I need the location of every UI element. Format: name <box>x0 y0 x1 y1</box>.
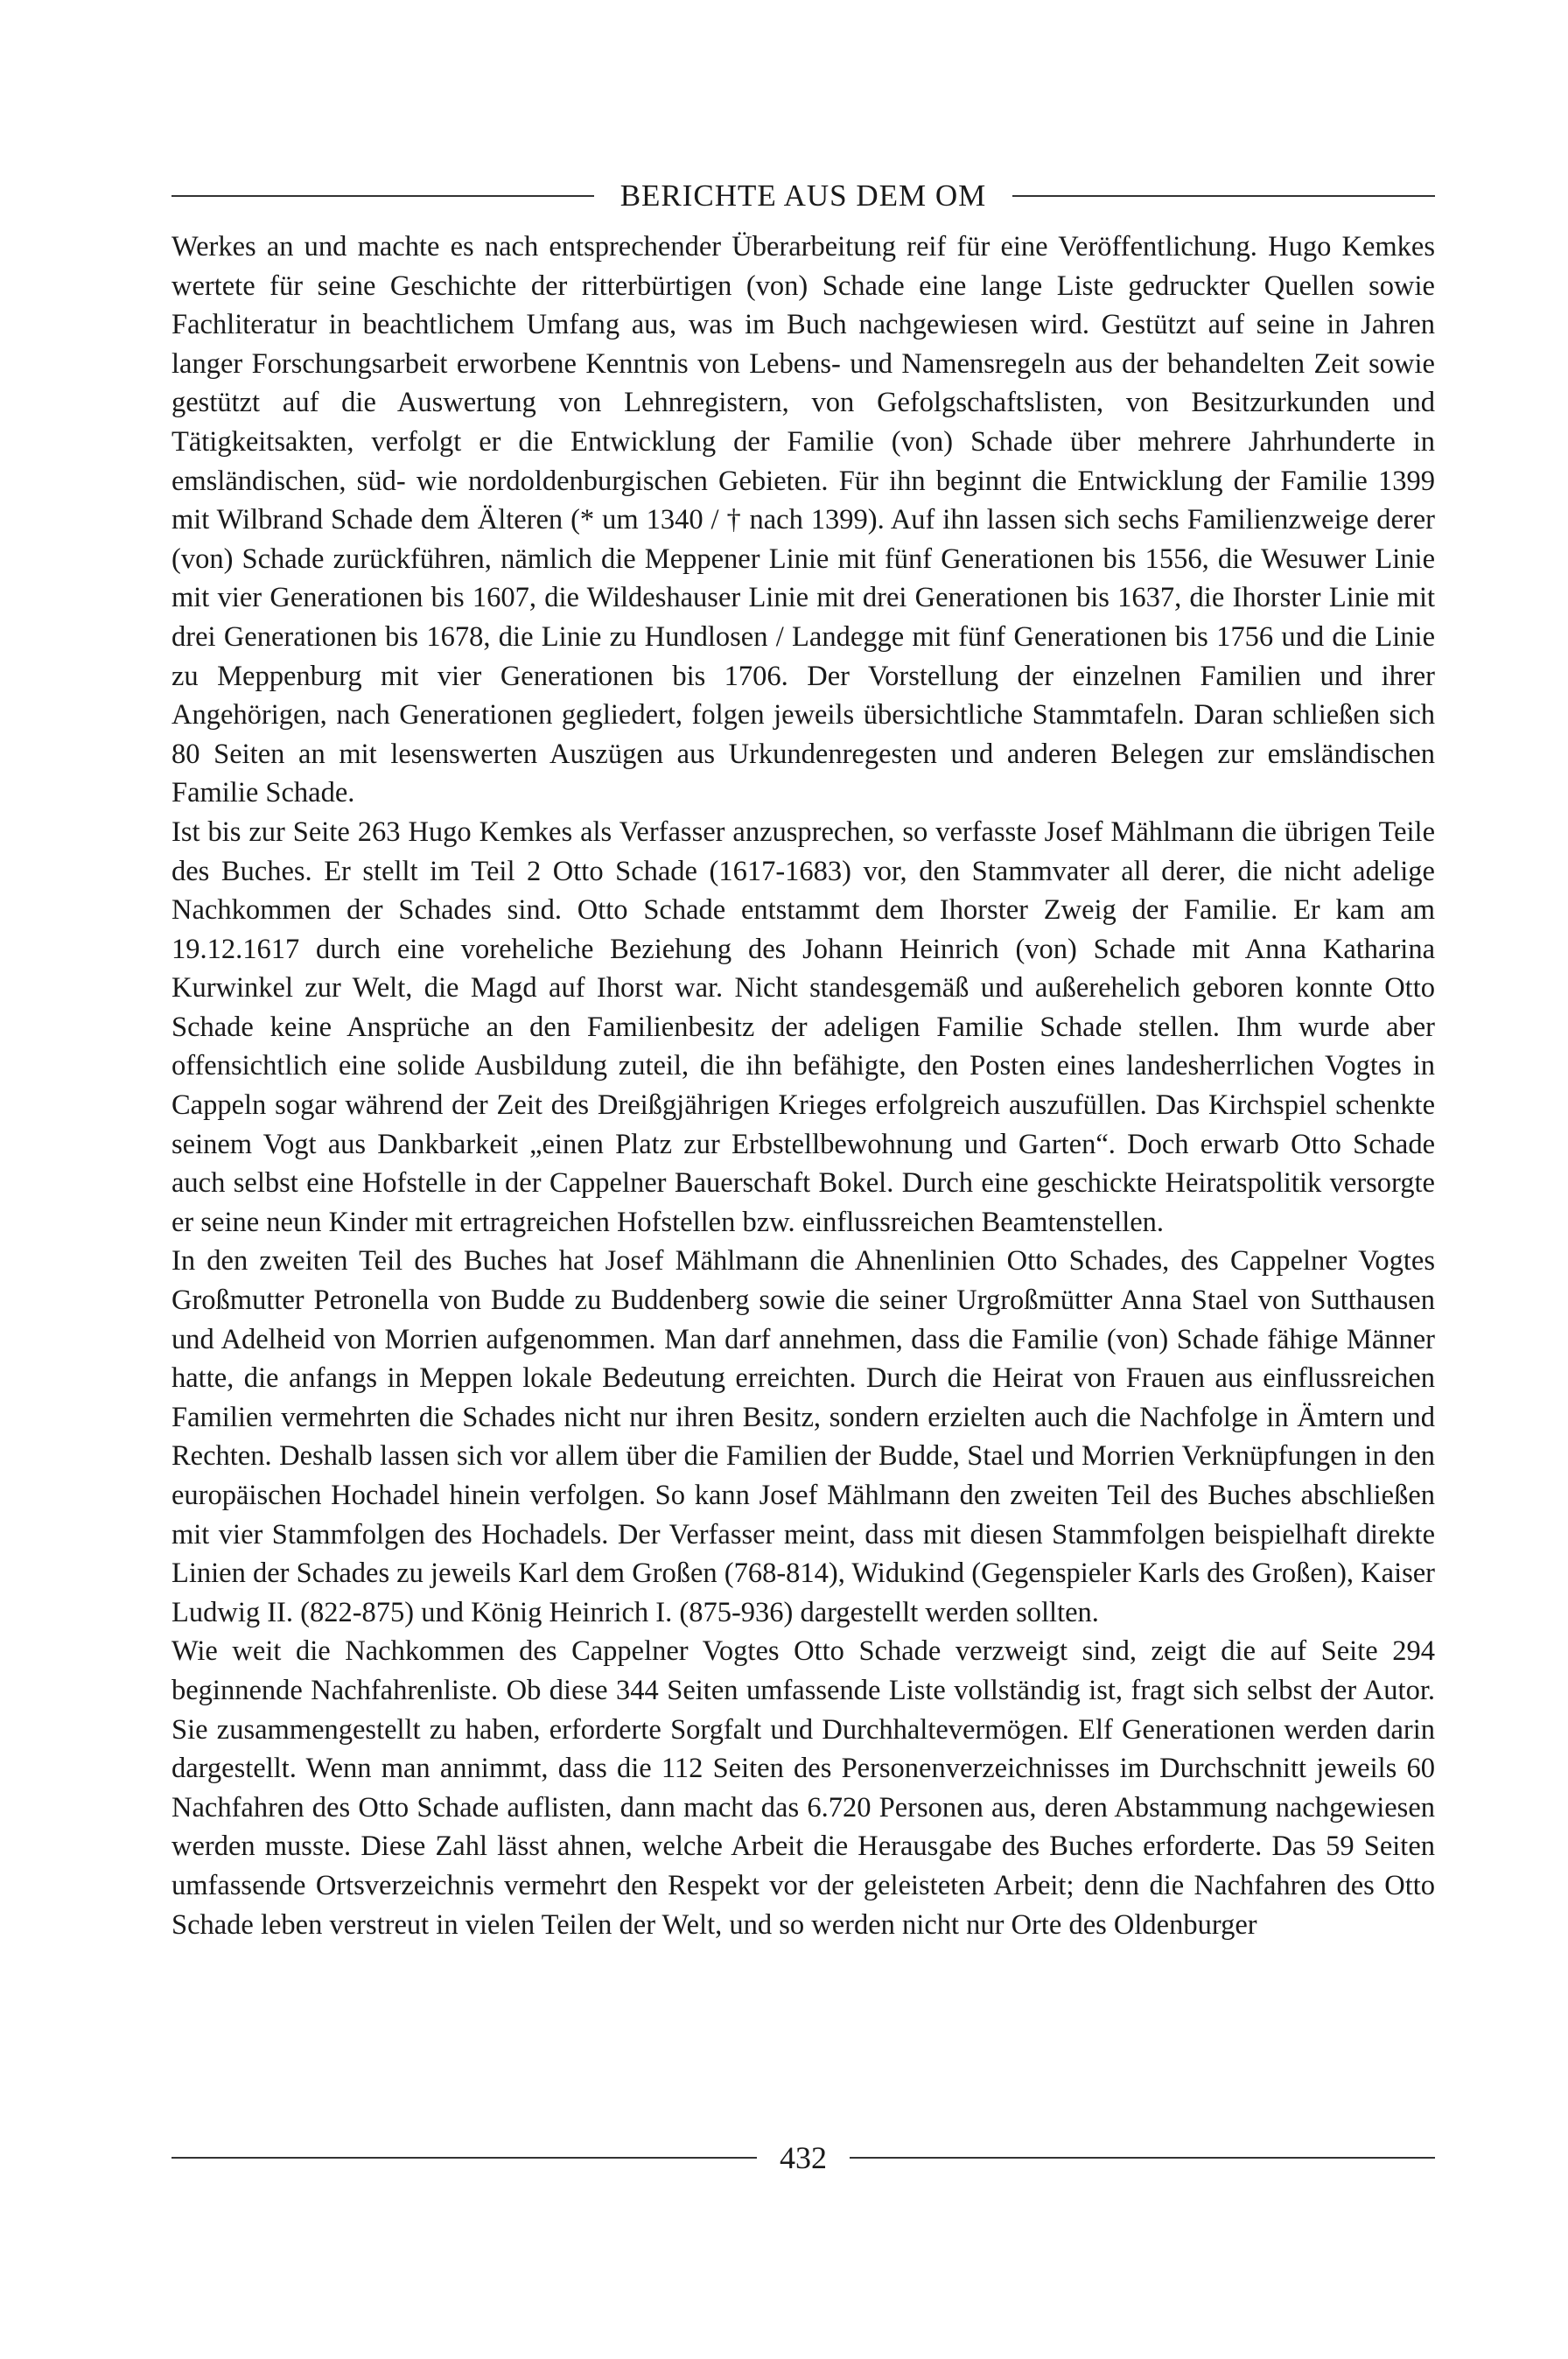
footer-rule-right <box>850 2157 1435 2159</box>
body-text <box>172 228 1435 1944</box>
header-rule-left <box>172 195 594 197</box>
header-rule-right <box>1012 195 1435 197</box>
paragraph: In den zweiten Teil des Buches hat Josef Mählmann die Ahnenlinien Otto Schades, des Cappelner Vogtes Großmutter Petronella von Budde zu Buddenberg sowie die seiner Urgroßmütter Anna Stael von Sutthausen und Adelheid von Morrien aufgenommen. Man darf annehmen, dass die Familie (von) Schade fähige Männer hatte, die anfangs in Meppen lokale Bedeutung erreichten. Durch die Heirat von Frauen aus einflussreichen Familien vermehrten die Schades nicht nur ihren Besitz, sondern erzielten auch die Nachfolge in Ämtern und Rechten. Deshalb lassen sich vor allem über die Familien der Budde, Stael und Morrien Verknüpfungen in den europäischen Hochadel hinein verfolgen. So kann Josef Mählmann den zweiten Teil des Buches abschließen mit vier Stammfolgen des Hochadels. Der Verfasser meint, dass mit diesen Stammfolgen beispielhaft direkte Linien der Schades zu jeweils Karl dem Großen (768-814), Widukind (Gegenspieler Karls des Großen), Kaiser Ludwig II. (822-875) und König Heinrich I. (875-936) dargestellt werden sollten. <box>172 1245 1435 1628</box>
running-header <box>172 172 1435 220</box>
page-number: 432 <box>780 2140 827 2175</box>
footer-rule-left <box>172 2157 757 2159</box>
paragraph: Ist bis zur Seite 263 Hugo Kemkes als Verfasser anzusprechen, so verfasste Josef Mählmann die übrigen Teile des Buches. Er stellt im Teil 2 Otto Schade (1617-1683) vor, den Stammvater all derer, die nicht adelige Nachkommen der Schades sind. Otto Schade entstammt dem Ihorster Zweig der Familie. Er kam am 19.12.1617 durch eine voreheliche Beziehung des Johann Heinrich (von) Schade mit Anna Katharina Kurwinkel zur Welt, die Magd auf Ihorst war. Nicht standesgemäß und außerehelich geboren konnte Otto Schade keine Ansprüche an den Familienbesitz der adeligen Familie Schade stellen. Ihm wurde aber offensichtlich eine solide Ausbildung zuteil, die ihn befähigte, den Posten eines landesherrlichen Vogtes in Cappeln sogar während der Zeit des Dreißgjährigen Krieges erfolgreich auszufüllen. Das Kirchspiel schenkte seinem Vogt aus Dankbarkeit „einen Platz zur Erbstellbewohnung und Garten“. Doch erwarb Otto Schade auch selbst eine Hofstelle in der Cappelner Bauerschaft Bokel. Durch eine geschickte Heiratspolitik versorgte er seine neun Kinder mit ertragreichen Hofstellen bzw. einflussreichen Beamtenstellen. <box>172 816 1435 1238</box>
paragraph: Werkes an und machte es nach entsprechender Überarbeitung reif für eine Veröffentlichung. Hugo Kemkes wertete für seine Geschichte der ritterbürtigen (von) Schade eine lange Liste gedruckter Quellen sowie Fachliteratur in beachtlichem Umfang aus, was im Buch nachgewiesen wird. Gestützt auf seine in Jahren langer Forschungsarbeit erworbene Kenntnis von Lebens- und Namensregeln aus der behandelten Zeit sowie gestützt auf die Auswertung von Lehnregistern, von Gefolgschaftslisten, von Besitzurkunden und Tätigkeitsakten, verfolgt er die Entwicklung der Familie (von) Schade über mehrere Jahrhunderte in emsländischen, süd- wie nordoldenburgischen Gebieten. Für ihn beginnt die Entwicklung der Familie 1399 mit Wilbrand Schade dem Älteren (* um 1340 / † nach 1399). Auf ihn lassen sich sechs Familienzweige derer (von) Schade zurückführen, nämlich die Meppener Linie mit fünf Generationen bis 1556, die Wesuwer Linie mit vier Generationen bis 1607, die Wildeshauser Linie mit drei Generationen bis 1637, die Ihorster Linie mit drei Generationen bis 1678, die Linie zu Hundlosen / Landegge mit fünf Generationen bis 1756 und die Linie zu Meppenburg mit vier Generationen bis 1706. Der Vorstellung der einzelnen Familien und ihrer Angehörigen, nach Generationen gegliedert, folgen jeweils übersichtliche Stammtafeln. Daran schließen sich 80 Seiten an mit lesenswerten Auszügen aus Urkundenregesten und anderen Belegen zur emsländischen Familie Schade. <box>172 231 1435 809</box>
book-page <box>172 0 1435 2359</box>
paragraph: Wie weit die Nachkommen des Cappelner Vogtes Otto Schade verzweigt sind, zeigt die auf Seite 294 beginnende Nachfahrenliste. Ob diese 344 Seiten umfassende Liste vollständig ist, fragt sich selbst der Autor. Sie zusammengestellt zu haben, erforderte Sorgfalt und Durchhaltevermögen. Elf Generationen werden darin dargestellt. Wenn man annimmt, dass die 112 Seiten des Personenverzeichnisses im Durchschnitt jeweils 60 Nachfahren des Otto Schade auflisten, dann macht das 6.720 Personen aus, deren Abstammung nachgewiesen werden musste. Diese Zahl lässt ahnen, welche Arbeit die Herausgabe des Buches erforderte. Das 59 Seiten umfassende Ortsverzeichnis vermehrt den Respekt vor der geleisteten Arbeit; denn die Nachfahren des Otto Schade leben verstreut in vielen Teilen der Welt, und so werden nicht nur Orte des Oldenburger <box>172 1635 1435 1941</box>
running-header-title: BERICHTE AUS DEM OM <box>620 178 987 213</box>
page-footer <box>172 2133 1435 2182</box>
